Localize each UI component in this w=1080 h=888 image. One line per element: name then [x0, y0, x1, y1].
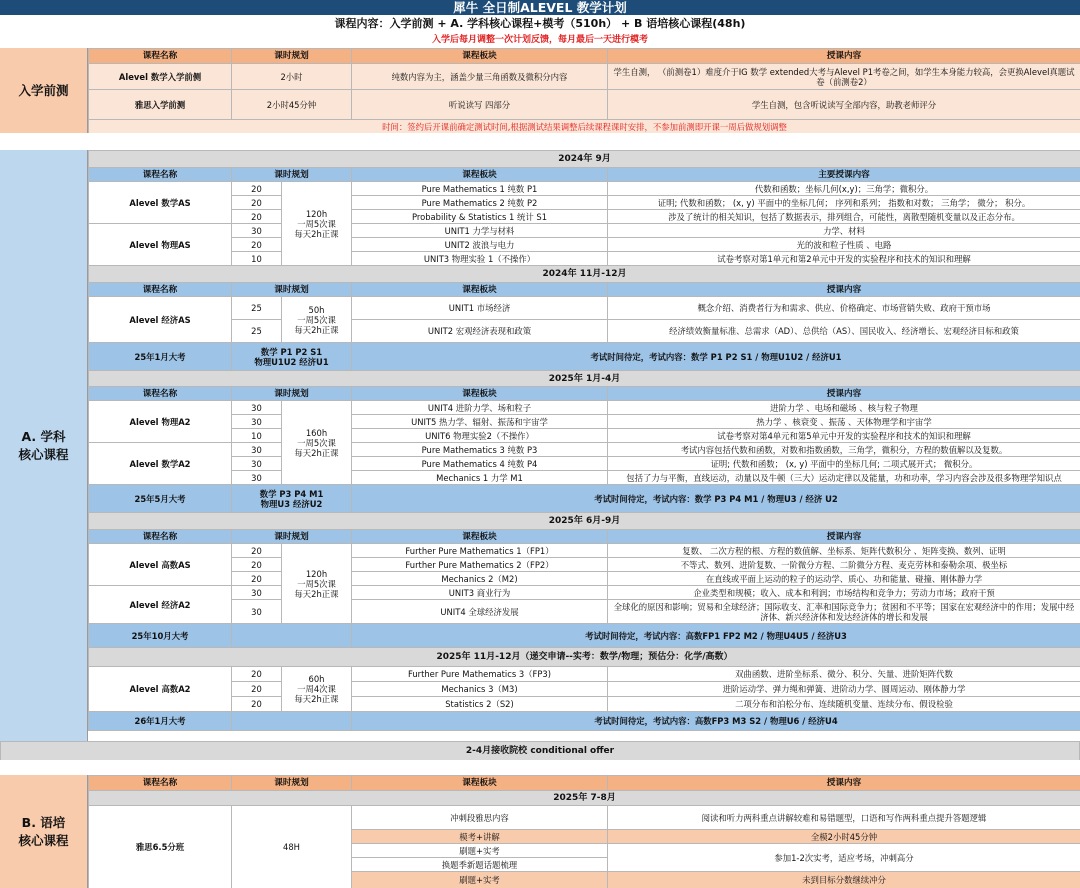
- period-row: [89, 648, 1080, 667]
- col-name: 课程名称: [89, 168, 232, 182]
- module-name: UNIT5 热力学、辐射、振荡和宇宙学: [352, 415, 608, 429]
- module-hours: 10: [232, 429, 282, 443]
- course-name: Alevel 经济AS: [89, 297, 232, 343]
- table-row: [89, 544, 1080, 558]
- module-name: 冲刺段雅思内容: [352, 806, 608, 830]
- module-hours: 25: [232, 320, 282, 343]
- core-table: [88, 150, 1080, 731]
- exam-desc: 考试时间待定，考试内容：高数FP1 FP2 M2 / 物理U4U5 / 经济U3: [352, 624, 1080, 648]
- pretest-table: [88, 48, 1080, 134]
- table-row: [89, 401, 1080, 415]
- offer-table: [0, 741, 1080, 761]
- module-content: 试卷考察对第1单元和第2单元中开发的实验程序和技术的知识和理解: [608, 252, 1080, 266]
- period-header: [89, 387, 1080, 401]
- module-content: 经济绩效衡量标准、总需求（AD）、总供给（AS）、国民收入、经济增长、宏观经济目标和政策: [608, 320, 1080, 343]
- course-name: 雅思入学前测: [89, 90, 232, 120]
- module-name: Further Pure Mathematics 3（FP3): [352, 667, 608, 682]
- course-module: 听说读写 四部分: [352, 90, 608, 120]
- module-name: 换题季新题话题梳理: [352, 858, 608, 872]
- offer-row: [1, 742, 1080, 761]
- module-name: UNIT6 物理实验2（不操作）: [352, 429, 608, 443]
- exam-subjects: 数学 P3 P4 M1 物理U3 经济U2: [232, 485, 352, 513]
- module-content: 全模2小时45分钟: [608, 830, 1080, 844]
- module-name: 刷题+实考: [352, 844, 608, 858]
- exam-name: 25年1月大考: [89, 343, 232, 371]
- period-title: 2024年 9月: [89, 151, 1080, 168]
- period-title: 2025年 7-8月: [89, 791, 1080, 806]
- period-header: [89, 168, 1080, 182]
- module-content: 概念介绍、消费者行为和需求、供应、价格确定、市场营销失败、政府干预市场: [608, 297, 1080, 320]
- exam-desc: 考试时间待定，考试内容：数学 P1 P2 S1 / 物理U1U2 / 经济U1: [352, 343, 1080, 371]
- spacer: [0, 760, 1080, 775]
- module-name: Mechanics 1 力学 M1: [352, 471, 608, 485]
- module-hours: 20: [232, 667, 282, 682]
- module-name: UNIT4 全球经济发展: [352, 600, 608, 624]
- exam-subjects: 数学 P1 P2 S1 物理U1U2 经济U1: [232, 343, 352, 371]
- col-content: 授课内容: [608, 776, 1080, 791]
- table-row: [89, 320, 1080, 343]
- period-row: [89, 791, 1080, 806]
- block-hours: 60h 一周4次课 每天2h正课: [282, 667, 352, 712]
- course-name: Alevel 高数A2: [89, 667, 232, 712]
- course-content: 学生自测，包含听说读写全部内容，助教老师评分: [608, 90, 1080, 120]
- lang-header: [89, 776, 1080, 791]
- module-name: UNIT3 商业行为: [352, 586, 608, 600]
- module-hours: 20: [232, 210, 282, 224]
- module-content: 证明; 代数和函数； (x, y) 平面中的坐标几何； 序列和系列； 指数和对数； 三角学； 微分； 积分。: [608, 196, 1080, 210]
- module-name: UNIT1 力学与材料: [352, 224, 608, 238]
- col-name: 课程名称: [89, 283, 232, 297]
- col-module: 课程板块: [352, 530, 608, 544]
- module-content: 热力学 、核衰变 、振荡 、天体物理学和宇宙学: [608, 415, 1080, 429]
- table-row: [89, 415, 1080, 429]
- col-hours: 课时规划: [232, 530, 352, 544]
- table-row: [89, 471, 1080, 485]
- module-name: Pure Mathematics 3 纯数 P3: [352, 443, 608, 457]
- module-name: Pure Mathematics 2 纯数 P2: [352, 196, 608, 210]
- period-row: [89, 266, 1080, 283]
- module-hours: 20: [232, 544, 282, 558]
- table-row: [89, 224, 1080, 238]
- exam-desc: 考试时间待定，考试内容：数学 P3 P4 M1 / 物理U3 / 经济 U2: [352, 485, 1080, 513]
- table-row: [89, 667, 1080, 682]
- table-row: [89, 558, 1080, 572]
- period-header: [89, 530, 1080, 544]
- col-name: 课程名称: [89, 387, 232, 401]
- col-content: 授课内容: [608, 49, 1080, 64]
- col-content: 授课内容: [608, 530, 1080, 544]
- table-row: [89, 210, 1080, 224]
- col-module: 课程板块: [352, 168, 608, 182]
- table-row: [89, 252, 1080, 266]
- course-name: Alevel 数学A2: [89, 443, 232, 485]
- course-content: 学生自测， （前测卷1）难度介于IG 数学 extended大考与Alevel P1考卷之间，如学生本身能力较高，会更换Alevel真题试卷（前测卷2）: [608, 64, 1080, 90]
- module-hours: 30: [232, 224, 282, 238]
- lang-table: [88, 775, 1080, 888]
- module-content: 企业类型和规模；收入、成本和利润；市场结构和竞争力；劳动力市场；政府干预: [608, 586, 1080, 600]
- adjustment-note: 入学后每月调整一次计划反馈，每月最后一天进行模考: [431, 35, 648, 45]
- table-row: [89, 429, 1080, 443]
- course-name: Alevel 数学AS: [89, 182, 232, 224]
- col-name: 课程名称: [89, 530, 232, 544]
- exam-name: 25年5月大考: [89, 485, 232, 513]
- table-row: [89, 196, 1080, 210]
- module-content: 证明; 代数和函数； (x, y) 平面中的坐标几何; 二项式展开式； 微积分。: [608, 457, 1080, 471]
- offer-note: 2-4月接收院校 conditional offer: [1, 742, 1080, 761]
- course-name: Alevel 物理AS: [89, 224, 232, 266]
- exam-name: 26年1月大考: [89, 712, 232, 731]
- col-module: 课程板块: [352, 387, 608, 401]
- course-name: Alevel 数学入学前侧: [89, 64, 232, 90]
- course-summary: 课程内容：入学前测 + A. 学科核心课程+模考（510h） + B 语培核心课程(48h): [0, 15, 1080, 32]
- course-hours: 2小时: [232, 64, 352, 90]
- pretest-footer-row: [89, 120, 1080, 134]
- module-hours: 30: [232, 443, 282, 457]
- table-row: [89, 297, 1080, 320]
- module-name: UNIT2 宏观经济表现和政策: [352, 320, 608, 343]
- module-name: 刷题+实考: [352, 872, 608, 888]
- col-content: 授课内容: [608, 387, 1080, 401]
- lang-label: B. 语培 核心课程: [0, 775, 88, 888]
- col-content: 主要授课内容: [608, 168, 1080, 182]
- col-module: 课程板块: [352, 776, 608, 791]
- module-hours: 25: [232, 297, 282, 320]
- course-name: Alevel 高数AS: [89, 544, 232, 586]
- period-row: [89, 151, 1080, 168]
- module-hours: 10: [232, 252, 282, 266]
- module-name: Pure Mathematics 1 纯数 P1: [352, 182, 608, 196]
- col-hours: 课时规划: [232, 49, 352, 64]
- module-hours: 30: [232, 457, 282, 471]
- module-name: Mechanics 2（M2): [352, 572, 608, 586]
- col-module: 课程板块: [352, 49, 608, 64]
- module-content: 涉及了统计的相关知识，包括了数据表示，排列组合，可能性，离散型随机变量以及正态分布。: [608, 210, 1080, 224]
- col-content: 授课内容: [608, 283, 1080, 297]
- col-module: 课程板块: [352, 283, 608, 297]
- module-hours: 30: [232, 401, 282, 415]
- table-row: [89, 586, 1080, 600]
- module-hours: 20: [232, 558, 282, 572]
- exam-row: [89, 485, 1080, 513]
- module-name: Mechanics 3（M3): [352, 682, 608, 697]
- module-name: Pure Mathematics 4 纯数 P4: [352, 457, 608, 471]
- module-content: 阅读和听力两科重点讲解较难和易错题型，口语和写作两科重点提升答题逻辑: [608, 806, 1080, 830]
- module-content: 参加1-2次实考，适应考场，冲刺高分: [608, 844, 1080, 872]
- module-content: 全球化的原因和影响；贸易和全球经济；国际收支、汇率和国际竞争力；贫困和不平等；国家在宏观经济中的作用；发展中经济体、新兴经济体和发达经济体的增长和发展: [608, 600, 1080, 624]
- page-title: 犀牛 全日制ALEVEL 教学计划: [0, 0, 1080, 15]
- module-content: 力学、材料: [608, 224, 1080, 238]
- exam-name: 25年10月大考: [89, 624, 232, 648]
- module-content: 包括了力与平衡，直线运动，动量以及牛顿（三大）运动定律以及能量，功和功率，学习内容会涉及很多物理学知识点: [608, 471, 1080, 485]
- module-content: 光的波和粒子性质 、电路: [608, 238, 1080, 252]
- pretest-label: 入学前测: [0, 48, 88, 133]
- table-row: [89, 238, 1080, 252]
- table-row: [89, 64, 1080, 90]
- module-name: 模考+讲解: [352, 830, 608, 844]
- period-row: [89, 371, 1080, 387]
- module-name: UNIT3 物理实验 1（不操作）: [352, 252, 608, 266]
- block-hours: 160h 一周5次课 每天2h正课: [282, 401, 352, 485]
- module-content: 复数、 二次方程的根、方程的数值解、坐标系、矩阵代数积分 、矩阵变换、数列、证明: [608, 544, 1080, 558]
- module-hours: 20: [232, 697, 282, 712]
- col-hours: 课时规划: [232, 168, 352, 182]
- block-hours: 120h 一周5次课 每天2h正课: [282, 182, 352, 266]
- core-label: A. 学科 核心课程: [0, 150, 88, 741]
- module-name: UNIT4 进阶力学、场和粒子: [352, 401, 608, 415]
- module-content: 进阶运动学、弹力绳和弹簧、进阶动力学、圆周运动、刚体静力学: [608, 682, 1080, 697]
- module-content: 双曲函数、进阶坐标系、微分、积分、矢量、进阶矩阵代数: [608, 667, 1080, 682]
- module-hours: 20: [232, 182, 282, 196]
- module-hours: 20: [232, 682, 282, 697]
- module-name: Probability & Statistics 1 统计 S1: [352, 210, 608, 224]
- spacer: [0, 133, 1080, 150]
- module-hours: 20: [232, 572, 282, 586]
- module-content: 代数和函数；坐标几何(x,y)；三角学；微积分。: [608, 182, 1080, 196]
- course-name: 雅思6.5分班: [89, 806, 232, 888]
- module-content: 考试内容包括代数和函数，对数和指数函数，三角学，微积分，方程的数值解以及复数。: [608, 443, 1080, 457]
- course-name: Alevel 经济A2: [89, 586, 232, 624]
- col-name: 课程名称: [89, 49, 232, 64]
- period-title: 2024年 11月-12月: [89, 266, 1080, 283]
- module-name: Statistics 2（S2): [352, 697, 608, 712]
- table-row: [89, 443, 1080, 457]
- module-hours: 30: [232, 600, 282, 624]
- table-row: [89, 682, 1080, 697]
- module-hours: 30: [232, 586, 282, 600]
- module-name: UNIT1 市场经济: [352, 297, 608, 320]
- col-hours: 课时规划: [232, 776, 352, 791]
- module-hours: 30: [232, 415, 282, 429]
- col-hours: 课时规划: [232, 387, 352, 401]
- module-hours: 20: [232, 238, 282, 252]
- period-title: 2025年 6月-9月: [89, 513, 1080, 530]
- module-name: Further Pure Mathematics 2（FP2）: [352, 558, 608, 572]
- module-content: 进阶力学 、电场和磁场 、核与粒子物理: [608, 401, 1080, 415]
- course-hours: 2小时45分钟: [232, 90, 352, 120]
- exam-row: [89, 343, 1080, 371]
- period-title: 2025年 11月-12月（递交申请--实考：数学/物理；预估分：化学/高数）: [89, 648, 1080, 667]
- course-hours: 48H: [232, 806, 352, 888]
- table-row: [89, 572, 1080, 586]
- exam-row: [89, 624, 1080, 648]
- module-hours: 20: [232, 196, 282, 210]
- period-row: [89, 513, 1080, 530]
- col-hours: 课时规划: [232, 283, 352, 297]
- course-module: 纯数内容为主，涵盖少量三角函数及微积分内容: [352, 64, 608, 90]
- module-name: UNIT2 波浪与电力: [352, 238, 608, 252]
- table-row: [89, 457, 1080, 471]
- block-hours: 120h 一周5次课 每天2h正课: [282, 544, 352, 624]
- pretest-time-note: 时间：签约后开课前确定测试时间,根据测试结果调整后续课程课时安排，不参加前测即开课一周后做规划调整: [89, 120, 1080, 134]
- block-hours: 50h 一周5次课 每天2h正课: [282, 297, 352, 343]
- module-hours: 30: [232, 471, 282, 485]
- table-row: [89, 182, 1080, 196]
- module-content: 未到目标分数继续冲分: [608, 872, 1080, 888]
- module-content: 在直线或平面上运动的粒子的运动学、质心、功和能量、碰撞、刚体静力学: [608, 572, 1080, 586]
- period-header: [89, 283, 1080, 297]
- col-name: 课程名称: [89, 776, 232, 791]
- table-row: [89, 697, 1080, 712]
- course-name: Alevel 物理A2: [89, 401, 232, 443]
- pretest-header: [89, 49, 1080, 64]
- module-content: 二项分布和泊松分布、连续随机变量、连续分布、假设检验: [608, 697, 1080, 712]
- exam-row: [89, 712, 1080, 731]
- module-name: Further Pure Mathematics 1（FP1）: [352, 544, 608, 558]
- module-content: 不等式、数列、进阶复数、一阶微分方程、二阶微分方程、麦克劳林和泰勒余项、极坐标: [608, 558, 1080, 572]
- table-row: [89, 90, 1080, 120]
- period-title: 2025年 1月-4月: [89, 371, 1080, 387]
- exam-desc: 考试时间待定，考试内容：高数FP3 M3 S2 / 物理U6 / 经济U4: [352, 712, 1080, 731]
- table-row: [89, 600, 1080, 624]
- table-row: [89, 806, 1080, 830]
- module-content: 试卷考察对第4单元和第5单元中开发的实验程序和技术的知识和理解: [608, 429, 1080, 443]
